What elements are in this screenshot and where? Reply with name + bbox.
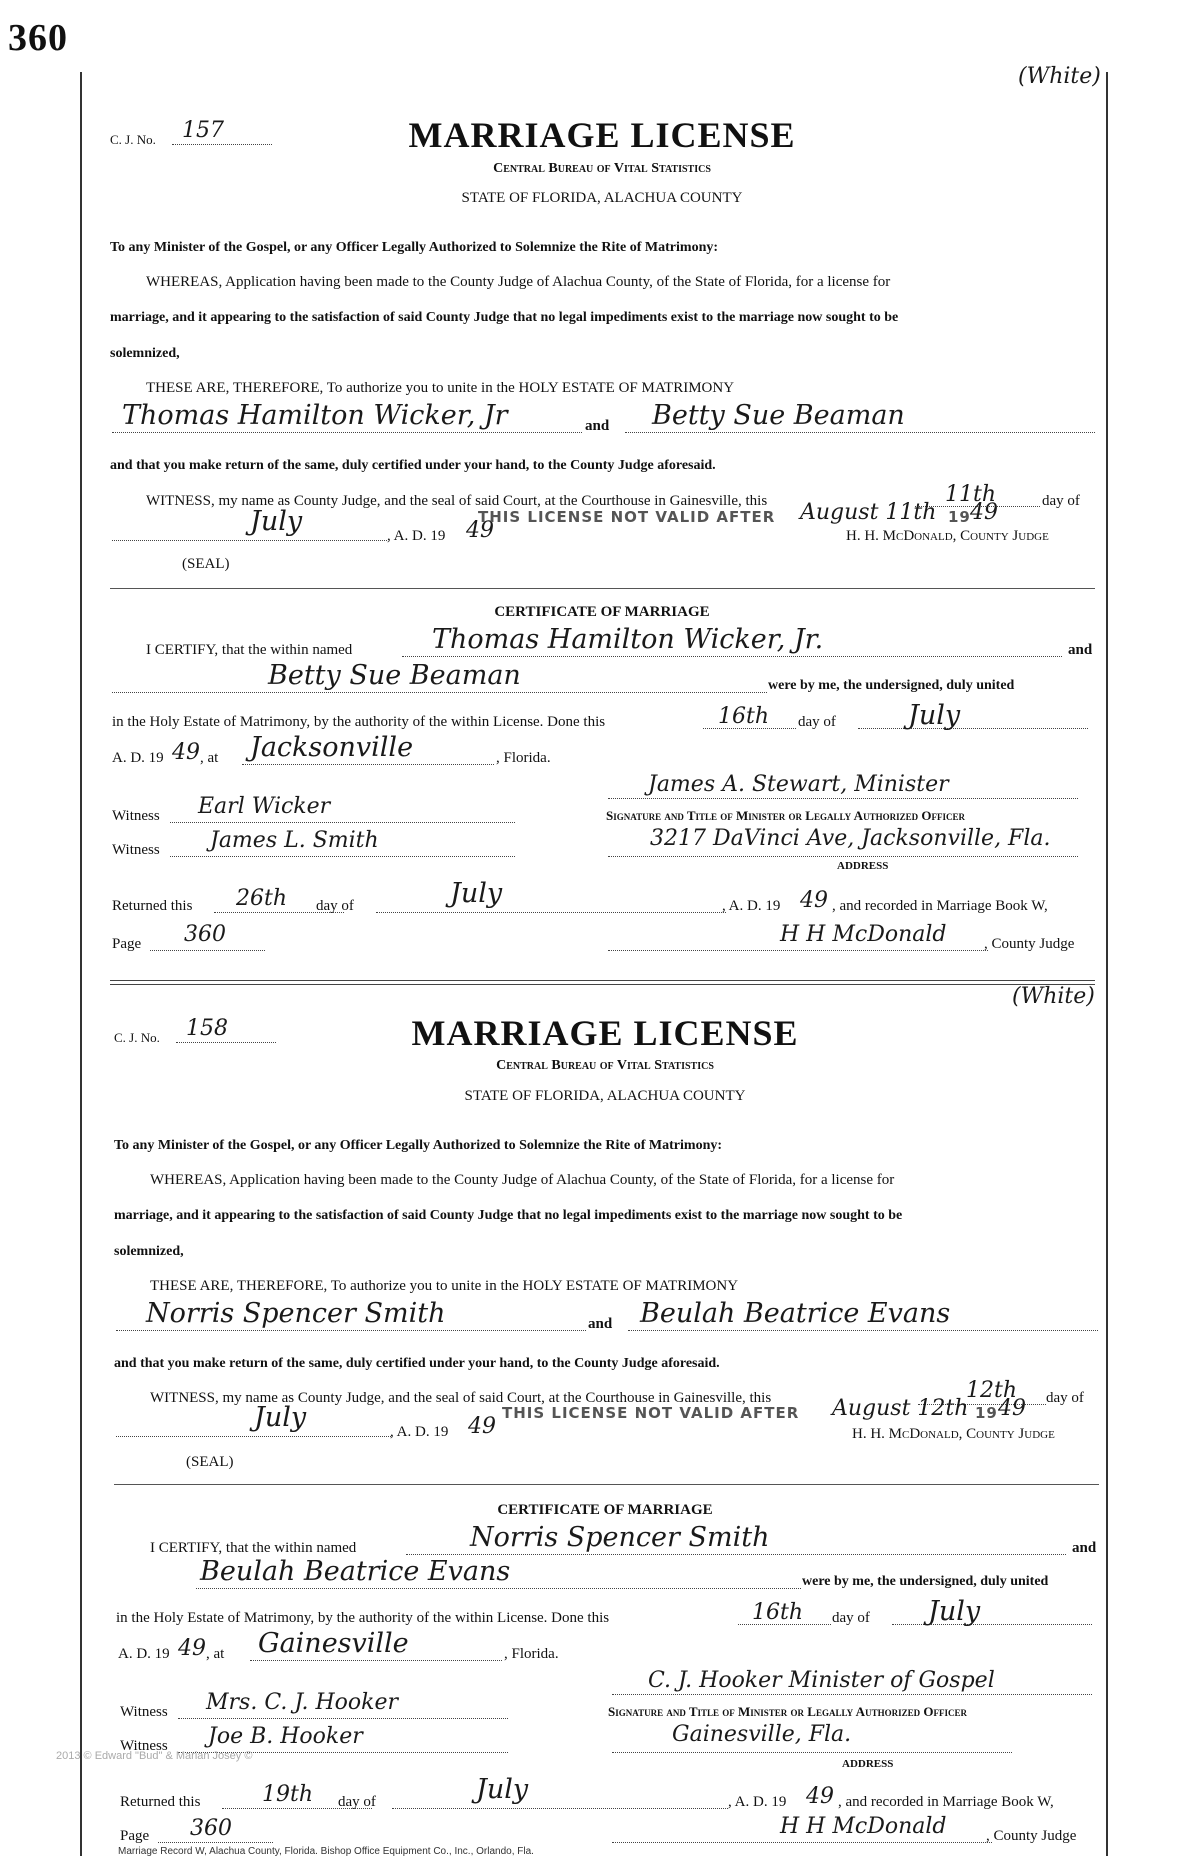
seal-text: (SEAL) <box>186 1454 234 1470</box>
record-page: 360 <box>184 922 226 947</box>
address-caption: ADDRESS <box>837 860 889 872</box>
done-day-of: day of <box>832 1610 870 1626</box>
record-separator <box>110 980 1095 985</box>
done-year: 49 <box>178 1636 206 1661</box>
valid-year: 49 <box>998 1396 1026 1421</box>
officiant-line <box>612 1694 1092 1695</box>
witness-text: WITNESS, my name as County Judge, and the seal of said Court, at the Courthouse in Gainesville, this <box>146 493 768 509</box>
returned-ad: , A. D. 19 <box>728 1794 787 1810</box>
returned-year: 49 <box>806 1784 834 1809</box>
returned-month: July <box>476 1774 529 1805</box>
witness2-name: James L. Smith <box>210 828 379 853</box>
witness2-line <box>170 856 515 857</box>
day-of-text: day of <box>1042 493 1080 509</box>
page-label: Page <box>120 1828 150 1844</box>
returned-month: July <box>450 878 503 909</box>
florida-text: , Florida. <box>504 1646 559 1662</box>
witness-day: 12th <box>966 1378 1018 1403</box>
done-at: , at <box>200 750 219 766</box>
county-judge-label: , County Judge <box>986 1828 1077 1844</box>
salutation: To any Minister of the Gospel, or any Officer Legally Authorized to Solemnize the Rite of Matrimony: <box>110 240 719 255</box>
whereas-2: marriage, and it appearing to the satisfaction of said County Judge that no legal impediments exist to the marriage now sought to be <box>110 310 899 325</box>
returned-text: Returned this <box>120 1794 201 1810</box>
judge-sig-line <box>608 950 988 951</box>
done-place: Gainesville <box>258 1628 409 1659</box>
done-ad: A. D. 19 <box>118 1646 170 1662</box>
witness1-name: Mrs. C. J. Hooker <box>206 1690 398 1715</box>
cj-no-line <box>176 1042 276 1043</box>
done-place: Jacksonville <box>250 732 414 763</box>
ad-label: , A. D. 19 <box>390 1424 449 1440</box>
returned-day-of: day of <box>338 1794 376 1810</box>
groom-name: Norris Spencer Smith <box>146 1298 446 1329</box>
return-text: and that you make return of the same, duly certified under your hand, to the County Judge aforesaid. <box>110 458 716 473</box>
certify-text: I CERTIFY, that the within named <box>146 642 353 658</box>
returned-month-line <box>392 1808 728 1809</box>
cert-bride-line <box>112 692 767 693</box>
whereas-2: marriage, and it appearing to the satisfaction of said County Judge that no legal impediments exist to the marriage now sought to be <box>114 1208 903 1223</box>
page-label: Page <box>112 936 142 952</box>
cert-groom-line <box>402 656 1062 657</box>
officiant-address-line <box>608 856 1078 857</box>
certificate-title: CERTIFICATE OF MARRIAGE <box>494 604 710 620</box>
cj-no-line <box>172 144 272 145</box>
race-note: (White) <box>1012 984 1095 1009</box>
salutation: To any Minister of the Gospel, or any Officer Legally Authorized to Solemnize the Rite of Matrimony: <box>114 1138 723 1153</box>
officiant-address: Gainesville, Fla. <box>672 1722 852 1747</box>
page-number: 360 <box>8 17 68 59</box>
validity-stamp: THIS LICENSE NOT VALID AFTER <box>478 508 776 526</box>
witness-month: July <box>250 506 303 537</box>
bride-name: Beulah Beatrice Evans <box>640 1298 951 1329</box>
florida-text: , Florida. <box>496 750 551 766</box>
witness-day: 11th <box>945 482 997 507</box>
groom-line <box>112 432 582 433</box>
returned-text: Returned this <box>112 898 193 914</box>
united-text: were by me, the undersigned, duly united <box>802 1574 1049 1589</box>
cert-groom: Norris Spencer Smith <box>470 1522 770 1553</box>
cj-label: C. J. No. <box>114 1030 160 1045</box>
recorded-text: , and recorded in Marriage Book W, <box>838 1794 1054 1810</box>
witness-month-line <box>116 1436 391 1437</box>
witness1-line <box>178 1718 508 1719</box>
groom-line <box>116 1330 586 1331</box>
valid-until: August 11th <box>800 500 937 525</box>
officiant-address: 3217 DaVinci Ave, Jacksonville, Fla. <box>650 826 1051 851</box>
bureau-name: Central Bureau of Vital Statistics <box>493 161 711 176</box>
done-at: , at <box>206 1646 225 1662</box>
judge-signature: H H McDonald <box>780 922 947 947</box>
cert-bride-line <box>196 1588 801 1589</box>
return-text: and that you make return of the same, duly certified under your hand, to the County Judge aforesaid. <box>114 1356 720 1371</box>
page-line <box>158 1842 273 1843</box>
state-county: STATE OF FLORIDA, ALACHUA COUNTY <box>464 1088 746 1104</box>
and-text: and <box>588 1316 613 1332</box>
witness1-name: Earl Wicker <box>198 794 331 819</box>
returned-year: 49 <box>800 888 828 913</box>
and-text: and <box>585 418 610 434</box>
officiant-line <box>608 798 1078 799</box>
officiant-signature: C. J. Hooker Minister of Gospel <box>648 1668 995 1693</box>
seal-text: (SEAL) <box>182 556 230 572</box>
day-of-text: day of <box>1046 1390 1084 1406</box>
whereas-1: WHEREAS, Application having been made to the County Judge of Alachua County, of the State of Florida, for a license for <box>150 1172 895 1188</box>
valid-until: August 12th <box>832 1396 969 1421</box>
page-line <box>150 950 265 951</box>
cj-no: 157 <box>182 118 224 143</box>
judge-sig-line <box>612 1842 992 1843</box>
witness-label-2: Witness <box>112 842 160 858</box>
whereas-1: WHEREAS, Application having been made to the County Judge of Alachua County, of the State of Florida, for a license for <box>146 274 891 290</box>
cert-bride: Betty Sue Beaman <box>268 660 521 691</box>
witness-month: July <box>254 1402 307 1433</box>
form-footer: Marriage Record W, Alachua County, Florida. Bishop Office Equipment Co., Inc., Orlando, Fla. <box>118 1846 534 1856</box>
done-month-line <box>858 728 1088 729</box>
bureau-name: Central Bureau of Vital Statistics <box>496 1058 714 1073</box>
witness-label-2: Witness <box>120 1738 168 1754</box>
authorize-text: THESE ARE, THEREFORE, To authorize you to unite in the HOLY ESTATE OF MATRIMONY <box>146 380 735 396</box>
judge-signature: H H McDonald <box>780 1814 947 1839</box>
officiant-address-line <box>612 1752 1012 1753</box>
sig-caption: Signature and Title of Minister or Legally Authorized Officer <box>606 808 965 823</box>
done-month-line <box>892 1624 1092 1625</box>
witness-label-1: Witness <box>120 1704 168 1720</box>
cert-bride: Beulah Beatrice Evans <box>200 1556 511 1587</box>
cert-and: and <box>1068 642 1093 658</box>
valid-year-prefix: 19 <box>948 508 971 526</box>
judge-name: H. H. McDonald, County Judge <box>852 1426 1055 1442</box>
holy-text: in the Holy Estate of Matrimony, by the authority of the within License. Done this <box>116 1610 610 1626</box>
bride-name: Betty Sue Beaman <box>652 400 905 431</box>
done-year: 49 <box>172 740 200 765</box>
judge-name: H. H. McDonald, County Judge <box>846 528 1049 544</box>
returned-day-of: day of <box>316 898 354 914</box>
copyright-watermark: 2013 © Edward "Bud" & Marian Josey © <box>56 1750 253 1762</box>
done-ad: A. D. 19 <box>112 750 164 766</box>
witness-text: WITNESS, my name as County Judge, and the seal of said Court, at the Courthouse in Gainesville, this <box>150 1390 772 1406</box>
certify-text: I CERTIFY, that the within named <box>150 1540 357 1556</box>
done-day-of: day of <box>798 714 836 730</box>
witness-label-1: Witness <box>112 808 160 824</box>
section-divider <box>114 1484 1099 1485</box>
witness-year: 49 <box>466 518 494 543</box>
county-judge-label: , County Judge <box>984 936 1075 952</box>
witness-year: 49 <box>468 1414 496 1439</box>
valid-year-prefix: 19 <box>975 1404 998 1422</box>
place-line <box>250 1660 502 1661</box>
witness2-name: Joe B. Hooker <box>208 1724 363 1749</box>
returned-ad: , A. D. 19 <box>722 898 781 914</box>
officiant-signature: James A. Stewart, Minister <box>648 772 949 797</box>
license-title: MARRIAGE LICENSE <box>411 1013 799 1053</box>
place-line <box>242 764 494 765</box>
section-divider <box>110 588 1095 589</box>
holy-text: in the Holy Estate of Matrimony, by the authority of the within License. Done this <box>112 714 606 730</box>
witness1-line <box>170 822 515 823</box>
authorize-text: THESE ARE, THEREFORE, To authorize you to unite in the HOLY ESTATE OF MATRIMONY <box>150 1278 739 1294</box>
bride-line <box>625 432 1095 433</box>
cj-label: C. J. No. <box>110 132 156 147</box>
recorded-text: , and recorded in Marriage Book W, <box>832 898 1048 914</box>
address-caption: ADDRESS <box>842 1758 894 1770</box>
whereas-3: solemnized, <box>114 1244 184 1259</box>
race-note: (White) <box>1018 64 1101 89</box>
validity-stamp: THIS LICENSE NOT VALID AFTER <box>502 1404 800 1422</box>
done-day: 16th <box>718 704 770 729</box>
cert-groom: Thomas Hamilton Wicker, Jr. <box>432 624 824 655</box>
groom-name: Thomas Hamilton Wicker, Jr <box>122 400 508 431</box>
sig-caption: Signature and Title of Minister or Legally Authorized Officer <box>608 1704 967 1719</box>
done-day: 16th <box>752 1600 804 1625</box>
returned-day: 26th <box>236 886 288 911</box>
returned-day: 19th <box>262 1782 314 1807</box>
license-title: MARRIAGE LICENSE <box>408 115 796 155</box>
record-page: 360 <box>190 1816 232 1841</box>
done-month: July <box>928 1596 981 1627</box>
valid-year: 49 <box>970 500 998 525</box>
returned-month-line <box>376 912 726 913</box>
bride-line <box>628 1330 1098 1331</box>
certificate-title: CERTIFICATE OF MARRIAGE <box>497 1502 713 1518</box>
whereas-3: solemnized, <box>110 346 180 361</box>
cert-groom-line <box>406 1554 1066 1555</box>
witness-month-line <box>112 540 387 541</box>
done-month: July <box>908 700 961 731</box>
ad-label: , A. D. 19 <box>387 528 446 544</box>
cj-no: 158 <box>186 1016 228 1041</box>
cert-and: and <box>1072 1540 1097 1556</box>
united-text: were by me, the undersigned, duly united <box>768 678 1015 693</box>
state-county: STATE OF FLORIDA, ALACHUA COUNTY <box>461 190 743 206</box>
